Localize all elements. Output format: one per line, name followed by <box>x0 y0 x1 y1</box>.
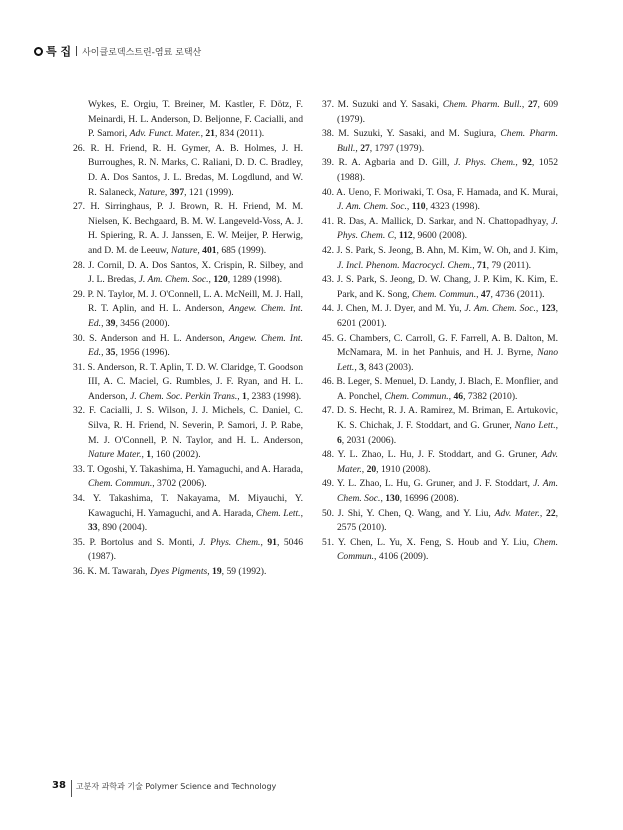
reference-text: , <box>207 566 213 577</box>
reference-text: , 4106 (2009). <box>374 551 429 563</box>
journal-title: Nano Lett. <box>337 347 558 373</box>
reference-text: , <box>260 536 268 548</box>
journal-title: Nature Mater. <box>88 449 142 461</box>
volume-number: 123 <box>541 303 556 315</box>
reference-item <box>73 142 303 200</box>
reference-text: , <box>394 230 399 242</box>
volume-number: 19 <box>212 566 222 577</box>
volume-number: 1 <box>242 390 247 402</box>
reference-text: 42. J. S. Park, S. Jeong, B. Ahn, M. Kim, W. Oh, and J. Kim, <box>322 244 558 256</box>
reference-text: , <box>355 142 361 154</box>
volume-number: 39 <box>105 317 116 329</box>
circle-bullet-icon <box>34 47 43 56</box>
reference-text: , 4323 (1998). <box>425 201 480 213</box>
volume-number: 397 <box>169 186 185 198</box>
volume-number: 1 <box>146 449 152 461</box>
reference-text: , 1052 (1988). <box>337 157 559 183</box>
reference-text: 34. Y. Takashima, T. Nakayama, M. Miyauchi, Y. Kawaguchi, H. Yamaguchi, and A. Harada, <box>73 493 303 519</box>
journal-title: Nano Lett. <box>514 420 556 432</box>
reference-text: 44. J. Chen, M. J. Dyer, and M. Yu, <box>322 303 465 315</box>
reference-text: , 9600 (2008). <box>412 230 468 242</box>
reference-text: , 5046 (1987). <box>88 536 303 563</box>
reference-text: , 160 (2002). <box>151 449 201 461</box>
reference-item <box>73 288 303 332</box>
reference-text: , 609 (1979). <box>337 99 559 125</box>
reference-item <box>322 404 558 448</box>
reference-text: 33. T. Ogoshi, Y. Takashima, H. Yamaguchi, and A. Harada, <box>73 463 303 475</box>
volume-number: 71 <box>477 259 487 271</box>
reference-text: , <box>237 390 243 402</box>
journal-title: J. Phys. Chem. <box>199 536 261 548</box>
page-footer <box>52 780 276 797</box>
reference-text: , 121 (1999). <box>184 186 234 198</box>
reference-text: 48. Y. L. Zhao, L. Hu, J. F. Stoddart, and G. Gruner, <box>322 449 542 461</box>
reference-item <box>73 565 303 580</box>
reference-text: , 1289 (1998). <box>227 274 283 286</box>
reference-text: 46. B. Leger, S. Menuel, D. Landy, J. Blach, E. Monflier, and A. Ponchel, <box>322 376 558 402</box>
reference-text: 37. M. Suzuki and Y. Sasaki, <box>322 99 443 110</box>
journal-title: Adv. Mater. <box>337 449 558 475</box>
reference-item <box>73 492 303 536</box>
reference-text: , 843 (2003). <box>363 361 414 373</box>
section-label: 특 집 <box>46 45 72 58</box>
reference-text: 30. S. Anderson and H. L. Anderson, <box>73 332 230 344</box>
reference-item <box>322 156 558 185</box>
reference-text: , 2031 (2006). <box>341 434 397 446</box>
reference-text: 41. R. Das, A. Mallick, D. Sarkar, and N. Chattopadhyay, <box>322 215 552 227</box>
journal-title: J. Phys. Chem. C <box>337 215 558 242</box>
journal-title: J. Phys. Chem. <box>453 157 516 169</box>
reference-text: , <box>101 347 106 359</box>
reference-item <box>322 477 558 506</box>
reference-text: 39. R. A. Agbaria and D. Gill, <box>322 157 454 169</box>
volume-number: 22 <box>546 507 556 519</box>
article-title: 사이클로덱스트린-염료 로택산 <box>82 47 202 58</box>
reference-text: 38. M. Suzuki, Y. Sasaki, and M. Sugiura, <box>322 128 501 140</box>
reference-text: , <box>197 244 203 256</box>
journal-title: Chem. Commun. <box>411 288 477 300</box>
reference-text: , <box>380 493 386 505</box>
reference-text: , <box>555 420 558 432</box>
reference-text: , 4736 (2011). <box>490 288 545 300</box>
reference-text: , <box>476 288 481 300</box>
reference-item <box>322 273 558 302</box>
reference-text: , 16996 (2008). <box>399 493 459 505</box>
reference-item <box>73 404 303 462</box>
reference-item <box>73 463 303 492</box>
journal-title: Chem. Commun. <box>337 536 558 563</box>
reference-text: , <box>101 317 106 329</box>
volume-number: 110 <box>411 201 426 213</box>
volume-number: 130 <box>385 493 400 505</box>
journal-name: 고분자 과학과 기술 Polymer Science and Technology <box>75 782 277 791</box>
reference-item <box>322 332 558 376</box>
reference-text: , 834 (2011). <box>214 128 265 140</box>
reference-text: , <box>472 259 478 271</box>
volume-number: 3 <box>359 361 364 373</box>
reference-text: , <box>200 128 206 140</box>
journal-title: J. Am. Chem. Soc. <box>464 303 536 315</box>
reference-text: , <box>141 449 147 461</box>
reference-text: , <box>354 361 360 373</box>
reference-item <box>322 244 558 273</box>
journal-title: Adv. Funct. Mater. <box>129 128 201 140</box>
reference-text: 47. D. S. Hecht, R. J. A. Ramirez, M. Briman, E. Artukovic, K. S. Chichak, J. F. Stoddart, and G. Gruner, <box>322 405 558 432</box>
reference-text: , 59 (1992). <box>221 566 267 577</box>
reference-text: , <box>521 99 528 110</box>
journal-title: J. Am. Chem. Soc. <box>337 478 558 505</box>
journal-title: Angew. Chem. Int. Ed. <box>88 303 303 329</box>
volume-number: 33 <box>88 522 98 534</box>
reference-text: , <box>515 157 523 169</box>
reference-text: 45. G. Chambers, C. Carroll, G. F. Farrell, A. B. Dalton, M. McNamara, M. in het Panhuis, and H. J. Byrne, <box>322 332 558 359</box>
reference-item <box>73 98 303 142</box>
references-right-column <box>322 98 558 565</box>
reference-item <box>322 215 558 244</box>
reference-item <box>322 98 558 127</box>
reference-item <box>322 536 558 565</box>
reference-text: , <box>361 463 367 475</box>
journal-title: Chem. Pharm. Bull. <box>442 99 522 110</box>
reference-item <box>322 302 558 331</box>
volume-number: 27 <box>360 142 370 154</box>
reference-text: , <box>208 274 214 286</box>
reference-text: , 685 (1999). <box>216 244 267 256</box>
volume-number: 27 <box>527 99 538 110</box>
reference-text: 50. J. Shi, Y. Chen, Q. Wang, and Y. Liu, <box>322 507 495 519</box>
reference-text: , 6201 (2001). <box>337 303 558 329</box>
volume-number: 120 <box>213 274 228 286</box>
reference-text: , <box>164 186 170 198</box>
reference-text: , 3456 (2000). <box>115 317 170 329</box>
reference-item <box>322 127 558 156</box>
journal-title: Adv. Mater. <box>494 507 540 519</box>
reference-item <box>322 186 558 215</box>
volume-number: 47 <box>480 288 491 300</box>
reference-text: 26. R. H. Friend, R. H. Gymer, A. B. Holmes, J. H. Burroughes, R. N. Marks, C. Raliani, D. D. C. Bradley, D. A. Dos Santos, J. L. Bredas, M. Logdlund, and W. R. Salaneck, <box>73 142 303 198</box>
reference-text: , 1956 (1996). <box>115 347 170 359</box>
reference-text: , 2575 (2010). <box>337 507 559 534</box>
reference-text: 43. J. S. Park, S. Jeong, D. W. Chang, J. P. Kim, K. Kim, E. Park, and K. Song, <box>322 274 558 300</box>
reference-text: 31. S. Anderson, R. T. Aplin, T. D. W. Claridge, T. Goodson III, A. C. Maciel, G. Rumbles, J. F. Ryan, and H. L. Anderson, <box>73 361 303 402</box>
divider <box>76 46 77 56</box>
reference-item <box>73 259 303 288</box>
reference-text: 32. F. Cacialli, J. S. Wilson, J. J. Michels, C. Daniel, C. Silva, R. H. Friend, N. Severin, P. Samori, J. P. Rabe, M. J. O'Connell, P. N. Taylor, and H. L. Anderson, <box>73 405 303 446</box>
reference-item <box>73 361 303 405</box>
divider <box>71 780 72 797</box>
journal-title: Dyes Pigments <box>149 566 208 577</box>
volume-number: 112 <box>398 230 413 242</box>
volume-number: 92 <box>522 157 532 169</box>
journal-title: Nature <box>138 186 165 198</box>
reference-text: , 890 (2004). <box>97 522 148 534</box>
journal-title: J. Chem. Soc. Perkin Trans. <box>130 390 238 402</box>
reference-text: 35. P. Bortolus and S. Monti, <box>73 536 200 548</box>
volume-number: 35 <box>105 347 116 359</box>
journal-title: Chem. Commun. <box>384 390 449 402</box>
journal-title: Chem. Lett. <box>256 507 301 519</box>
reference-text: , 3702 (2006). <box>152 478 207 490</box>
reference-text: 28. J. Cornil, D. A. Dos Santos, X. Crispin, R. Silbey, and J. L. Bredas, <box>73 259 303 286</box>
reference-item <box>73 536 303 565</box>
reference-item <box>73 332 303 361</box>
volume-number: 6 <box>337 434 342 446</box>
reference-item <box>322 448 558 477</box>
volume-number: 46 <box>453 390 464 402</box>
reference-text: 27. H. Sirringhaus, P. J. Brown, R. H. Friend, M. M. Nielsen, K. Bechgaard, B. M. W. Langeveld-Voss, A. J. H. Spiering, R. A. J. Janssen, E. W. Meijer, P. Herwig, and D. M. de Leeuw, <box>73 201 303 256</box>
volume-number: 20 <box>366 463 377 475</box>
page-header <box>34 43 201 59</box>
reference-text: , <box>448 390 454 402</box>
reference-text: 51. Y. Chen, L. Yu, X. Feng, S. Houb and Y. Liu, <box>322 536 534 548</box>
reference-item <box>322 507 558 536</box>
journal-title: J. Incl. Phenom. Macrocycl. Chem. <box>337 259 473 271</box>
reference-text: , 2383 (1998). <box>246 390 302 402</box>
journal-title: Chem. Commun. <box>88 478 153 490</box>
reference-item <box>73 200 303 258</box>
page-number: 38 <box>52 780 66 791</box>
reference-text: 49. Y. L. Zhao, L. Hu, G. Gruner, and J. F. Stoddart, <box>322 478 534 490</box>
journal-title: Angew. Chem. Int. Ed. <box>88 332 303 359</box>
journal-title: Chem. Pharm. Bull. <box>337 128 558 154</box>
volume-number: 21 <box>205 128 215 140</box>
reference-text: , 7382 (2010). <box>463 390 518 402</box>
reference-text: , <box>300 507 303 519</box>
journal-title: J. Am. Chem. Soc. <box>138 274 209 286</box>
journal-title: J. Am. Chem. Soc. <box>337 201 407 213</box>
reference-text: 40. A. Ueno, F. Moriwaki, T. Osa, F. Hamada, and K. Murai, <box>322 186 558 198</box>
reference-text: Wykes, E. Orgiu, T. Breiner, M. Kastler, F. Dötz, F. Meinardi, H. L. Anderson, D. Beljonne, F. Cacialli, and P. Samori, <box>88 99 303 140</box>
reference-text: , <box>406 201 412 213</box>
reference-text: , <box>539 507 547 519</box>
reference-text: , 1797 (1979). <box>369 142 425 154</box>
journal-title: Nature <box>171 244 198 256</box>
reference-text: , 1910 (2008). <box>376 463 431 475</box>
volume-number: 91 <box>267 536 277 548</box>
volume-number: 401 <box>202 244 217 256</box>
reference-text: 36. K. M. Tawarah, <box>73 566 150 577</box>
reference-item <box>322 375 558 404</box>
reference-text: 29. P. N. Taylor, M. J. O'Connell, L. A. McNeill, M. J. Hall, R. T. Aplin, and H. L. Anderson, <box>73 288 303 315</box>
references-left-column <box>73 98 303 580</box>
reference-text: , <box>535 303 542 315</box>
reference-text: , 79 (2011). <box>486 259 532 271</box>
